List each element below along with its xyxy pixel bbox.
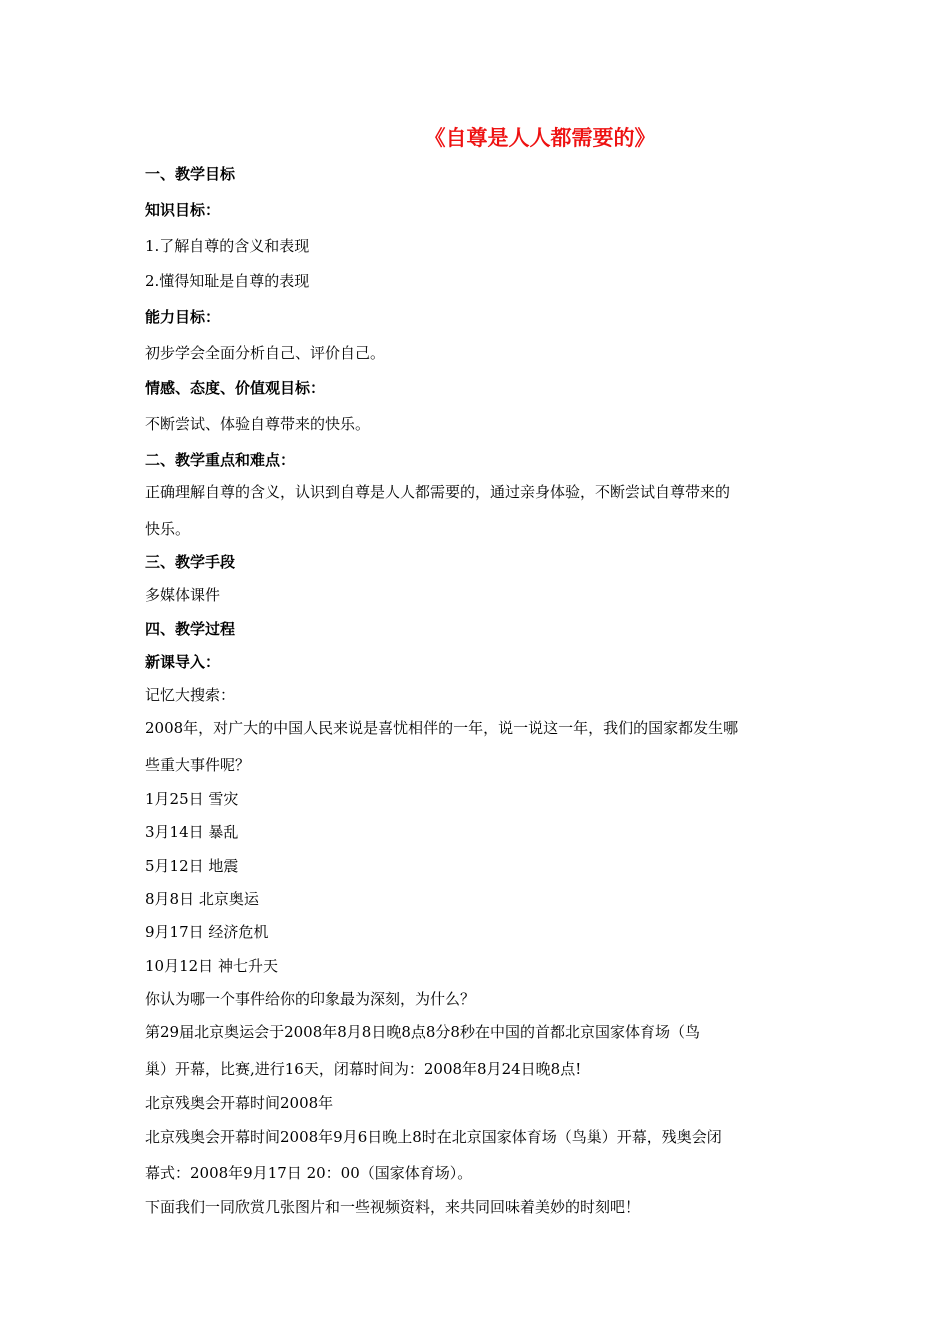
section-heading: 一、教学目标 [145, 165, 236, 183]
text-line: 1.了解自尊的含义和表现 [145, 237, 310, 255]
text-line: 5月12日 地震 [145, 857, 239, 875]
text-line: 1月25日 雪灾 [145, 790, 239, 808]
text-line: 多媒体课件 [145, 586, 221, 604]
text-line: 你认为哪一个事件给你的印象最为深刻，为什么？ [145, 990, 476, 1008]
text-line: 2008年，对广大的中国人民来说是喜忧相伴的一年，说一说这一年，我们的国家都发生哪 [145, 719, 739, 737]
text-line: 3月14日 暴乱 [145, 823, 239, 841]
text-line: 北京残奥会开幕时间2008年9月6日晚上8时在北京国家体育场（鸟巢）开幕，残奥会闭 [145, 1128, 722, 1146]
text-line: 些重大事件呢？ [145, 756, 251, 774]
text-line: 快乐。 [145, 520, 191, 538]
section-heading: 新课导入： [145, 653, 221, 671]
section-heading: 二、教学重点和难点： [145, 451, 296, 469]
text-line: 9月17日 经济危机 [145, 923, 269, 941]
text-line: 不断尝试、体验自尊带来的快乐。 [145, 415, 371, 433]
text-line: 初步学会全面分析自己、评价自己。 [145, 344, 386, 362]
text-line: 北京残奥会开幕时间2008年 [145, 1094, 334, 1112]
text-line: 8月8日 北京奥运 [145, 890, 259, 908]
text-line: 第29届北京奥运会于2008年8月8日晚8点8分8秒在中国的首都北京国家体育场（鸟 [145, 1023, 700, 1041]
text-line: 巢）开幕，比赛,进行16天，闭幕时间为：2008年8月24日晚8点! [145, 1060, 582, 1078]
document-title: 《自尊是人人都需要的》 [424, 126, 656, 150]
text-line: 幕式：2008年9月17日 20：00（国家体育场）。 [145, 1164, 473, 1182]
text-line: 2.懂得知耻是自尊的表现 [145, 272, 310, 290]
text-line: 10月12日 神七升天 [145, 957, 278, 975]
text-line: 下面我们一同欣赏几张图片和一些视频资料，来共同回味着美妙的时刻吧！ [145, 1198, 641, 1216]
section-heading: 四、教学过程 [145, 620, 236, 638]
section-heading: 能力目标： [145, 308, 221, 326]
section-heading: 情感、态度、价值观目标： [145, 379, 326, 397]
section-heading: 三、教学手段 [145, 553, 236, 571]
section-heading: 知识目标： [145, 201, 221, 219]
text-line: 正确理解自尊的含义，认识到自尊是人人都需要的，通过亲身体验，不断尝试自尊带来的 [145, 483, 731, 501]
text-line: 记忆大搜索： [145, 686, 236, 704]
